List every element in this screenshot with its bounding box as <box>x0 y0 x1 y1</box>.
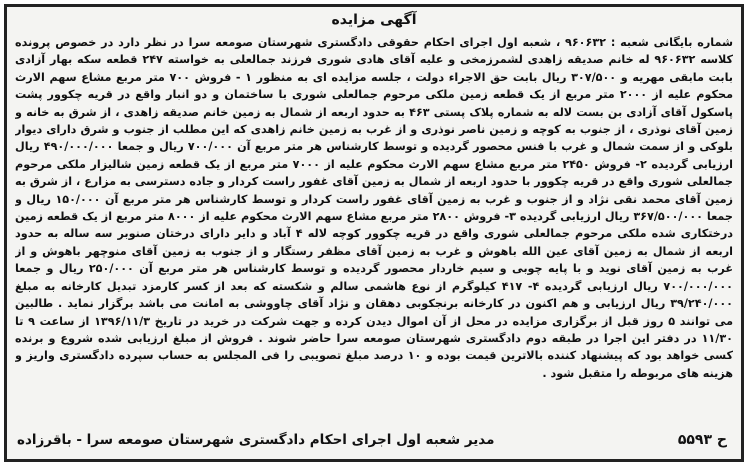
notice-body: شماره بایگانی شعبه : ۹۶۰۶۳۲ ، شعبه اول اجرای احکام حقوقی دادگستری شهرستان صومعه سرا در نظر دارد در خصوص پرونده کلاسه ۹۶۰۶۳۲ له خانم صدیقه زاهدی لشمرزمخی و علیه آقای هادی شوری فرزند جمالعلی به خواسته ۲۴۷ قطعه سکه بهار آزادی بابت مابقی مهریه و ۳۰۷/۵۰۰ ریال بابت حق الاجراء دولت ، جلسه مزایده ای به منظور ۱ - فروش ۷۰۰ متر مربع مشاع سهم الارث محکوم علیه از ۲۰۰۰ متر مربع از یک قطعه زمین ملکی مرحوم جمالعلی شوری با ساختمان و دو انبار واقع در قریه چکوور پشت پاسکول آقای آزادی بن بست لاله به شماره پلاک پستی ۴۶۳ به حدود اربعه از شمال به زمین خانم صدیقه زاهدی ، از شرق به خانه و زمین آقای نوذری ، از جنوب به کوچه و زمین ناصر نوذری و از غرب به زمین خانم زاهدی که این مطلب از جنوب و شرق دارای دیوار بلوکی و از سمت شمال و غرب با فنس محصور گردیده و توسط کارشناس هر متر مربع آن ۷۰۰/۰۰۰ ریال و جمعا ۴۹۰/۰۰۰/۰۰۰ ریال ارزیابی گردیده ۲- فروش ۲۴۵۰ متر مربع مشاع سهم الارث محکوم علیه از ۷۰۰۰ متر مربع از یک قطعه زمین شالیزار ملکی مرحوم جمالعلی شوری واقع در قریه چکوور با حدود اربعه از شمال به زمین آقای غفور راست کردار و جاده دسترسی به مزارع ، از شرق به زمین آقای محمد نقی نژاد و از جنوب و غرب به زمین آقای غفور راست کردار و توسط کارشناس هر متر مربع آن ۱۵۰/۰۰۰ ریال و جمعا ۳۶۷/۵۰۰/۰۰۰ ریال ارزیابی گردیده ۳- فروش ۲۸۰۰ متر مربع مشاع سهم الارث محکوم علیه از ۸۰۰۰ متر مربع از یک قطعه زمین درختکاری شده ملکی مرحوم جمالعلی شوری واقع در قریه چکوور کوچه لاله ۴ آباد و دایر دارای درختان صنوبر سه ساله به حدود اربعه از شمال به زمین آقای عین الله باهوش و غرب به زمین آقای مظفر رستگار و از جنوب به زمین آقای منوچهر باهوش و از غرب به زمین آقای نوید و با پایه چوبی و سیم خاردار محصور گردیده و توسط کارشناس هر متر مربع آن ۲۵۰/۰۰۰ ریال و جمعا ۷۰۰/۰۰۰/۰۰۰ ریال ارزیابی گردیده ۴- ۴۱۷ کیلوگرم از نوع هاشمی سالم و شکسته که بعد از کسر کارمزد تبدیل کارخانه به مبلغ ۳۹/۲۴۰/۰۰۰ ریال ارزیابی و هم اکنون در کارخانه برنجکوبی دهقان و نژاد آقای چاووشی به امانت می باشد برگزار نماید . طالبین می توانند ۵ روز قبل از برگزاری مزایده در محل از آن اموال دیدن کرده و جهت شرکت در خرید در تاریخ ۱۳۹۶/۱۱/۳ از ساعت ۹ تا ۱۱/۳۰ در دفتر این اجرا در طبقه دوم دادگستری شهرستان صومعه سرا حاضر شوند . فروش از مبلغ ارزیابی شده شروع و برنده کسی خواهد بود که پیشنهاد کننده بالاترین قیمت بوده و ۱۰ درصد مبلغ تصویبی را فی المجلس به حساب سپرده دادگستری واریز و هزینه های مربوطه را متقبل شود . <box>15 36 733 380</box>
notice-title: آگهی مزایده <box>331 12 417 28</box>
notice-paper <box>4 4 744 462</box>
notice-code: ح ۵۵۹۳ <box>677 432 727 448</box>
notice-signature: مدیر شعبه اول اجرای احکام دادگستری شهرستان صومعه سرا - باقرزاده <box>17 432 495 448</box>
notice-footer <box>17 427 727 453</box>
